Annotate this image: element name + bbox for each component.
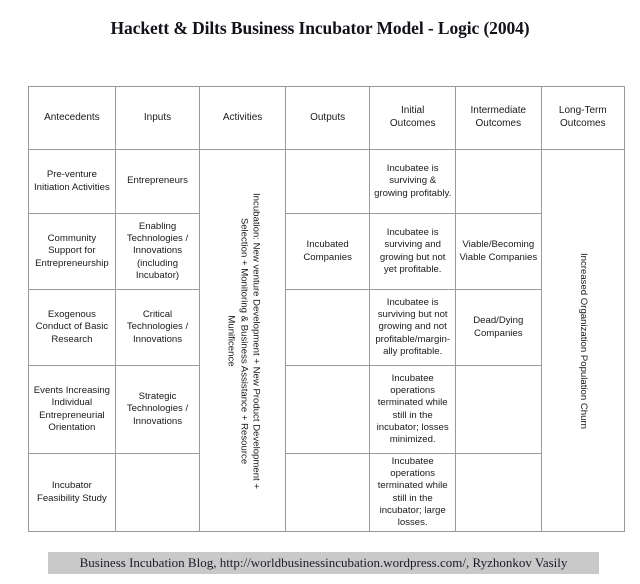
- column-header-intermediate-outcomes-line2: Outcomes: [475, 118, 522, 129]
- column-header-inputs: Inputs: [115, 87, 199, 150]
- activities-rotated-label: Incubation: New venture Development + New Product Development + Selection + Monitoring & Business Assistance + Resource Munificence: [225, 192, 262, 489]
- cell-inputs-5: [115, 454, 199, 532]
- cell-inputs-1: Entrepreneurs: [115, 150, 199, 214]
- column-header-activities: Activities: [200, 87, 286, 150]
- cell-initial-outcomes-1: Incubatee is surviving & growing profitably.: [370, 150, 456, 214]
- cell-antecedents-3: Exogenous Conduct of Basic Research: [29, 290, 116, 366]
- column-header-longterm-outcomes: [541, 87, 624, 150]
- cell-intermediate-outcomes-2: Viable/Becoming Viable Companies: [455, 214, 541, 290]
- column-header-intermediate-outcomes-line1: Intermediate: [470, 105, 527, 117]
- cell-intermediate-outcomes-5: [455, 454, 541, 532]
- cell-inputs-3: Critical Technologies / Innovations: [115, 290, 199, 366]
- column-header-initial-outcomes-line2: Outcomes: [389, 118, 436, 129]
- table-row: [29, 150, 625, 214]
- cell-initial-outcomes-3: Incubatee is surviving but not growing and not profitable/margin-ally profitable.: [370, 290, 456, 366]
- footer-caption: Business Incubation Blog, http://worldbusinessincubation.wordpress.com/, Ryzhonkov Vasily: [79, 555, 568, 570]
- cell-longterm-outcomes-merged: [541, 150, 624, 532]
- cell-initial-outcomes-4: Incubatee operations terminated while still in the incubator; losses minimized.: [370, 366, 456, 454]
- cell-inputs-4: Strategic Technologies / Innovations: [115, 366, 199, 454]
- cell-outputs-5: [285, 454, 369, 532]
- cell-intermediate-outcomes-4: [455, 366, 541, 454]
- page-title: Hackett & Dilts Business Incubator Model - Logic (2004): [110, 18, 530, 38]
- cell-antecedents-5: Incubator Feasibility Study: [29, 454, 116, 532]
- column-header-initial-outcomes-line1: Initial: [400, 105, 425, 117]
- column-header-longterm-outcomes-line2: Outcomes: [560, 118, 606, 129]
- column-header-outputs: Outputs: [285, 87, 369, 150]
- column-header-antecedents: Antecedents: [29, 87, 116, 150]
- column-header-intermediate-outcomes: [455, 87, 541, 150]
- table-row: [29, 366, 625, 454]
- column-header-longterm-outcomes-line1: Long-Term: [558, 105, 607, 117]
- cell-initial-outcomes-5: Incubatee operations terminated while still in the incubator; large losses.: [370, 454, 456, 532]
- table-row: [29, 290, 625, 366]
- incubator-model-table: [28, 86, 625, 532]
- cell-inputs-2: Enabling Technologies / Innovations (including Incubator): [115, 214, 199, 290]
- table-row: [29, 454, 625, 532]
- cell-outputs-1: [285, 150, 369, 214]
- column-header-initial-outcomes: [370, 87, 456, 150]
- table-header-row: [29, 87, 625, 150]
- cell-initial-outcomes-2: Incubatee is surviving and growing but not yet profitable.: [370, 214, 456, 290]
- cell-outputs-4: [285, 366, 369, 454]
- cell-intermediate-outcomes-1: [455, 150, 541, 214]
- cell-antecedents-1: Pre-venture Initiation Activities: [29, 150, 116, 214]
- cell-intermediate-outcomes-3: Dead/Dying Companies: [455, 290, 541, 366]
- cell-activities-merged: [200, 150, 286, 532]
- cell-antecedents-4: Events Increasing Individual Entrepreneurial Orientation: [29, 366, 116, 454]
- cell-outputs-2: Incubated Companies: [285, 214, 369, 290]
- longterm-outcomes-rotated-label: Increased Organization Population Churn: [578, 252, 590, 429]
- table-row: [29, 214, 625, 290]
- cell-antecedents-2: Community Support for Entrepreneurship: [29, 214, 116, 290]
- cell-outputs-3: [285, 290, 369, 366]
